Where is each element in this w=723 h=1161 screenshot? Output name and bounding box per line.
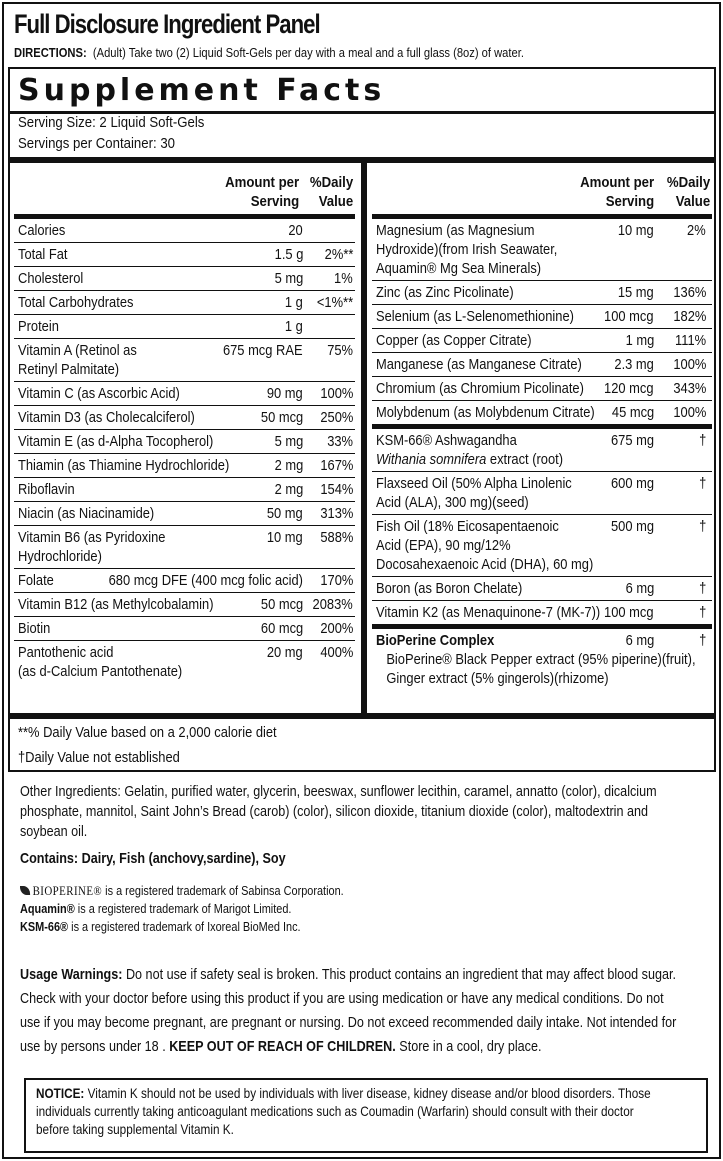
nutrient-daily-value: †: [698, 432, 706, 449]
nutrient-daily-value: 1%: [334, 270, 353, 287]
nutrient-name: Chromium (as Chromium Picolinate): [376, 380, 584, 397]
other-ingredients: [20, 782, 657, 842]
nutrient-daily-value: †: [698, 518, 706, 535]
facts-column-left: [14, 163, 355, 683]
nutrient-amount: 600 mg: [610, 475, 654, 492]
warnings-line: use if you may become pregnant, are pregnant or nursing. Do not exceed recommended daily intake. Not intended for: [20, 1014, 677, 1031]
nutrient-name: Thiamin (as Thiamine Hydrochloride): [18, 457, 230, 474]
servings-per-container: Servings per Container: 30: [18, 135, 176, 152]
nutrient-daily-value: 2083%: [312, 596, 353, 613]
nutrient-name: Total Fat: [18, 246, 68, 263]
column-header: [14, 163, 355, 219]
bioperine-trademark: BIOPERINE® is a registered trademark of Sabinsa Corporation.: [20, 882, 344, 900]
complex-sub-ingredient: BioPerine® Black Pepper extract (95% piperine)(fruit),: [386, 651, 696, 668]
nutrient-name-cont: Hydrochloride): [18, 548, 102, 565]
nutrient-daily-value: 400%: [319, 644, 353, 661]
usage-warnings: Usage Warnings: Do not use if safety seal is broken. This product contains an ingredient that may affect blood sugar. Check with your doctor before using this product if you are using medication or have any medical conditions. Do not use if you may become pregnant, are pregnant or nursing. Do not exceed recommended daily intake. Not intended for use by persons under 18 . KEEP OUT OF REACH OF CHILDREN. Store in a cool, dry place.: [20, 966, 677, 1055]
keep-out-of-reach: KEEP OUT OF REACH OF CHILDREN.: [169, 1038, 396, 1055]
trademark-notes: [20, 882, 344, 936]
leaf-icon: [20, 886, 30, 895]
supplement-facts-box: [8, 67, 716, 772]
nutrient-amount: 20: [288, 222, 303, 239]
warnings-label: Usage Warnings:: [20, 966, 123, 983]
contains-text: Contains: Dairy, Fish (anchovy,sardine), Soy: [20, 850, 286, 867]
column-header: [372, 163, 712, 219]
nutrient-amount: 1 mg: [625, 332, 654, 349]
nutrient-daily-value: 154%: [319, 481, 353, 498]
notice-line: individuals currently taking anticoagulant medications such as Coumadin (Warfarin) should consult with their doctor: [36, 1103, 634, 1119]
nutrient-daily-value: <1%**: [316, 294, 353, 311]
column-divider: [361, 163, 367, 713]
nutrient-daily-value: 167%: [319, 457, 353, 474]
nutrient-row: [372, 219, 712, 281]
nutrient-name: Calories: [18, 222, 66, 239]
nutrient-row: [14, 382, 355, 406]
nutrient-amount: 100 mcg: [604, 604, 654, 621]
nutrient-amount: 1.5 g: [274, 246, 303, 263]
nutrient-daily-value: †: [698, 475, 706, 492]
nutrient-daily-value: 250%: [319, 409, 353, 426]
nutrient-amount: 50 mg: [267, 505, 303, 522]
notice-text: NOTICE: Vitamin K should not be used by individuals with liver disease, kidney disease and/or blood disorders. Those individuals currently taking anticoagulant medications such as Coumadin (Warfarin) should consult with their doctor before taking supplemental Vitamin K.: [36, 1085, 651, 1137]
right-rows: [372, 219, 712, 690]
nutrient-row: [372, 377, 712, 401]
nutrient-row: [14, 526, 355, 569]
nutrient-name: Vitamin E (as d-Alpha Tocopherol): [18, 433, 214, 450]
nutrient-name: Total Carbohydrates: [18, 294, 134, 311]
nutrient-name: Vitamin D3 (as Cholecalciferol): [18, 409, 195, 426]
nutrient-row: [14, 593, 355, 617]
nutrient-daily-value: 2%**: [324, 246, 353, 263]
nutrient-name: Magnesium (as Magnesium: [376, 222, 535, 239]
nutrient-daily-value: 33%: [327, 433, 353, 450]
nutrient-name: Selenium (as L-Selenomethionine): [376, 308, 574, 325]
complex-sub-ingredient: Ginger extract (5% gingerols)(rhizome): [386, 670, 609, 687]
nutrient-name-cont: (as d-Calcium Pantothenate): [18, 663, 183, 680]
nutrient-row: [372, 281, 712, 305]
nutrient-amount: 675 mcg RAE: [223, 342, 303, 359]
ingredient-panel: [2, 2, 721, 1159]
panel-title: Full Disclosure Ingredient Panel: [14, 9, 320, 39]
directions-label: DIRECTIONS:: [14, 45, 87, 60]
nutrient-daily-value: †: [698, 604, 706, 621]
other-ingredients-line: soybean oil.: [20, 823, 88, 840]
nutrient-name: Boron (as Boron Chelate): [376, 580, 523, 597]
divider: [10, 713, 714, 719]
nutrient-row: [372, 577, 712, 601]
bioperine-logo: BIOPERINE®: [20, 882, 102, 900]
nutrient-amount: 2 mg: [274, 457, 303, 474]
footnote-daily-value: **% Daily Value based on a 2,000 calorie diet: [18, 724, 277, 741]
nutrient-name: Vitamin K2 (as Menaquinone-7 (MK-7)): [376, 604, 601, 621]
nutrient-daily-value: 588%: [319, 529, 353, 546]
nutrient-daily-value: 343%: [672, 380, 706, 397]
nutrient-daily-value: 75%: [327, 342, 353, 359]
nutrient-row: [14, 569, 355, 593]
nutrient-name: Fish Oil (18% Eicosapentaenoic: [376, 518, 559, 535]
nutrient-amount: 2 mg: [274, 481, 303, 498]
header-daily-value: %Daily Value: [666, 174, 710, 210]
nutrient-name-cont: Retinyl Palmitate): [18, 361, 120, 378]
notice-box: [24, 1078, 708, 1153]
nutrient-amount: 675 mg: [610, 432, 654, 449]
nutrient-amount: 20 mg: [267, 644, 303, 661]
nutrient-row: [372, 353, 712, 377]
nutrient-daily-value: 111%: [674, 332, 706, 349]
nutrient-name: Vitamin B12 (as Methylcobalamin): [18, 596, 214, 613]
other-ingredients-line: phosphate, mannitol, Saint John’s Bread (carob) (color), silicon dioxide, titanium dioxide (color), maltodextrin and: [20, 803, 648, 820]
nutrient-row: [372, 515, 712, 577]
nutrient-amount: 10 mg: [267, 529, 303, 546]
nutrient-row: [372, 305, 712, 329]
nutrient-amount: 10 mg: [618, 222, 654, 239]
serving-size: Serving Size: 2 Liquid Soft-Gels: [18, 114, 205, 131]
nutrient-amount: 6 mg: [625, 632, 654, 649]
nutrient-name: Riboflavin: [18, 481, 75, 498]
nutrient-amount: 50 mcg: [260, 596, 303, 613]
nutrient-name-cont: Aquamin® Mg Sea Minerals): [376, 260, 542, 277]
directions: [14, 45, 524, 60]
nutrient-row: [14, 478, 355, 502]
nutrient-daily-value: 100%: [672, 404, 706, 421]
nutrient-row: [14, 291, 355, 315]
nutrient-amount: 50 mcg: [260, 409, 303, 426]
nutrient-name: Cholesterol: [18, 270, 84, 287]
footnote-not-established: †Daily Value not established: [18, 749, 180, 766]
nutrient-name-cont: Withania somnifera extract (root): [376, 451, 564, 468]
nutrient-daily-value: †: [698, 632, 706, 649]
nutrient-amount: 5 mg: [274, 270, 303, 287]
nutrient-daily-value: 170%: [319, 572, 353, 589]
nutrient-name: Molybdenum (as Molybdenum Citrate): [376, 404, 595, 421]
nutrient-daily-value: 2%: [687, 222, 706, 239]
nutrient-amount: 500 mg: [610, 518, 654, 535]
nutrient-row: [14, 315, 355, 339]
nutrient-row: [14, 219, 355, 243]
nutrient-daily-value: 182%: [672, 308, 706, 325]
nutrient-name: Protein: [18, 318, 59, 335]
directions-text: (Adult) Take two (2) Liquid Soft-Gels per day with a meal and a full glass (8oz) of water.: [92, 45, 524, 60]
nutrient-amount: 100 mcg: [604, 308, 654, 325]
header-amount: Amount per Serving: [579, 174, 654, 210]
header-daily-value: %Daily Value: [309, 174, 353, 210]
other-ingredients-line: Other Ingredients: Gelatin, purified water, glycerin, beeswax, sunflower lecithin, caramel, annatto (color), dicalcium: [20, 783, 657, 800]
nutrient-amount: 1 g: [285, 318, 303, 335]
nutrient-row: [14, 617, 355, 641]
nutrient-row: [372, 329, 712, 353]
nutrient-row: [14, 267, 355, 291]
nutrient-name: Niacin (as Niacinamide): [18, 505, 155, 522]
nutrient-row: [14, 243, 355, 267]
nutrient-row: [372, 401, 712, 425]
nutrient-row: [14, 502, 355, 526]
nutrient-daily-value: †: [698, 580, 706, 597]
nutrient-row: [372, 601, 712, 625]
aquamin-trademark: Aquamin® is a registered trademark of Marigot Limited.: [20, 901, 292, 916]
nutrient-daily-value: 200%: [319, 620, 353, 637]
nutrient-daily-value: 136%: [672, 284, 706, 301]
nutrient-name-cont: Docosahexaenoic Acid (DHA), 60 mg): [376, 556, 594, 573]
nutrient-amount: 60 mcg: [260, 620, 303, 637]
nutrient-name: Folate: [18, 572, 54, 589]
nutrient-row: [14, 641, 355, 683]
nutrient-name: Vitamin A (Retinol as: [18, 342, 137, 359]
nutrient-daily-value: 100%: [672, 356, 706, 373]
left-rows: [14, 219, 355, 683]
nutrient-amount: 1 g: [285, 294, 303, 311]
supplement-facts-title: Supplement Facts: [18, 73, 386, 108]
nutrient-name-cont: Acid (EPA), 90 mg/12%: [376, 537, 511, 554]
header-amount: Amount per Serving: [224, 174, 299, 210]
nutrient-daily-value: 100%: [319, 385, 353, 402]
nutrient-name: Biotin: [18, 620, 51, 637]
warnings-line: Check with your doctor before using this product if you are using medication or have any medical conditions. Do not: [20, 990, 664, 1007]
nutrient-row: [14, 339, 355, 382]
nutrient-amount: 120 mcg: [604, 380, 654, 397]
nutrient-row: [14, 430, 355, 454]
nutrient-amount: 6 mg: [625, 580, 654, 597]
nutrient-amount: 5 mg: [274, 433, 303, 450]
nutrient-name-cont: Acid (ALA), 300 mg)(seed): [376, 494, 529, 511]
nutrient-name: Flaxseed Oil (50% Alpha Linolenic: [376, 475, 572, 492]
notice-line: before taking supplemental Vitamin K.: [36, 1121, 234, 1137]
notice-label: NOTICE:: [36, 1085, 85, 1101]
nutrient-row: [372, 625, 712, 690]
nutrient-row: [372, 425, 712, 472]
nutrient-amount: 2.3 mg: [614, 356, 654, 373]
nutrient-amount: 90 mg: [267, 385, 303, 402]
nutrient-name: KSM-66® Ashwagandha: [376, 432, 517, 449]
nutrient-name: Vitamin C (as Ascorbic Acid): [18, 385, 180, 402]
nutrient-amount: 680 mcg DFE (400 mcg folic acid): [108, 572, 303, 589]
nutrient-amount: 15 mg: [618, 284, 654, 301]
nutrient-name-cont: Hydroxide)(from Irish Seawater,: [376, 241, 558, 258]
nutrient-name: Manganese (as Manganese Citrate): [376, 356, 582, 373]
facts-column-right: [372, 163, 712, 690]
nutrient-name: Pantothenic acid: [18, 644, 114, 661]
nutrient-name: BioPerine Complex: [376, 632, 495, 649]
nutrient-name: Copper (as Copper Citrate): [376, 332, 532, 349]
nutrient-daily-value: 313%: [319, 505, 353, 522]
nutrient-row: [372, 472, 712, 515]
nutrient-row: [14, 454, 355, 478]
allergens: [20, 849, 286, 869]
nutrient-row: [14, 406, 355, 430]
nutrient-name: Zinc (as Zinc Picolinate): [376, 284, 514, 301]
nutrient-amount: 45 mcg: [611, 404, 654, 421]
ksm-trademark: KSM-66® is a registered trademark of Ixoreal BioMed Inc.: [20, 919, 301, 934]
nutrient-name: Vitamin B6 (as Pyridoxine: [18, 529, 166, 546]
